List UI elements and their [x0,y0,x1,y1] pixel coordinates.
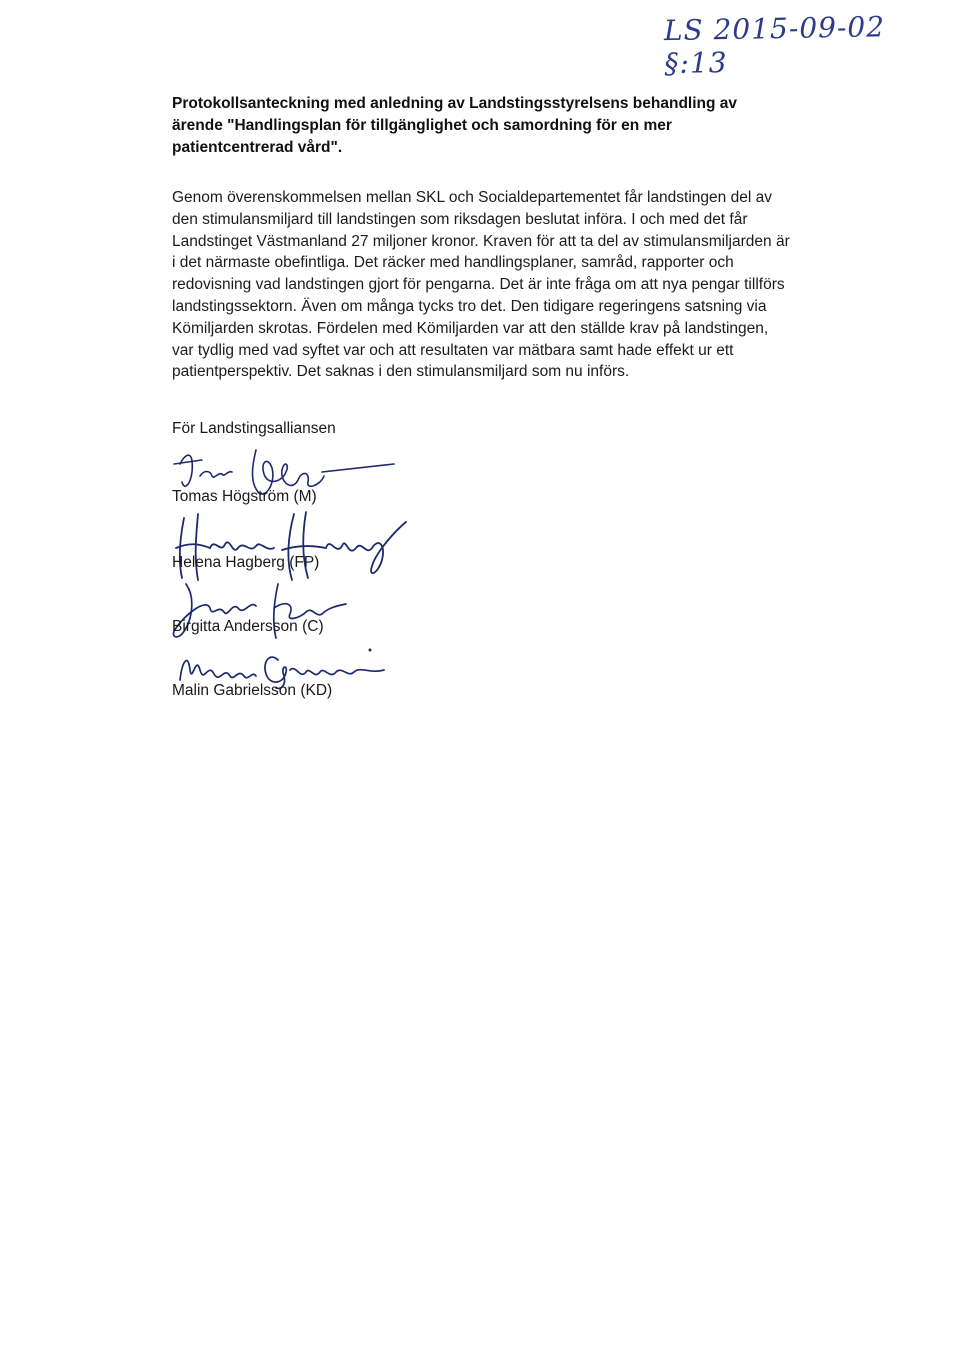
document-heading: Protokollsanteckning med anledning av Landstingsstyrelsens behandling av ärende "Handlingsplan för tillgänglighet och samordning för en mer patientcentrerad vård". [172,95,738,156]
document-content [172,93,792,383]
signatures-heading: För Landstingsalliansen [172,420,336,437]
signature-block [172,418,532,718]
handwritten-reference-stamp: LS 2015-09-02 §:13 [663,10,886,81]
signer-name: Tomas Högström (M) [172,488,317,505]
signer-name: Malin Gabrielsson (KD) [172,682,333,699]
signer-name: Birgitta Andersson (C) [172,618,324,635]
body-paragraph: Genom överenskommelsen mellan SKL och Socialdepartementet får landstingen del av den stimulansmiljard till landstingen som riksdagen beslutat införa. I och med det får Landstinget Västmanland 27 miljoner kronor. Kraven för att ta del av stimulansmiljarden är i det närmaste obefintliga. Det räcker med handlingsplaner, samråd, rapporter och redovisning vad landstingen gjort för pengarna. Det är inte fråga om att nya pengar tillförs landstingssektorn. Även om många tycks tro det. Den tidigare regeringens satsning via Kömiljarden skrotas. Fördelen med Kömiljarden var att den ställde krav på landstingen, var tydlig med vad syftet var och att resultaten var mätbara samt hade effekt ur ett patientperspektiv. Det saknas i den stimulansmiljard som nu införs. [172,189,790,381]
signature-helena-hagberg [170,508,420,588]
signer-name: Helena Hagberg (FP) [172,554,320,571]
